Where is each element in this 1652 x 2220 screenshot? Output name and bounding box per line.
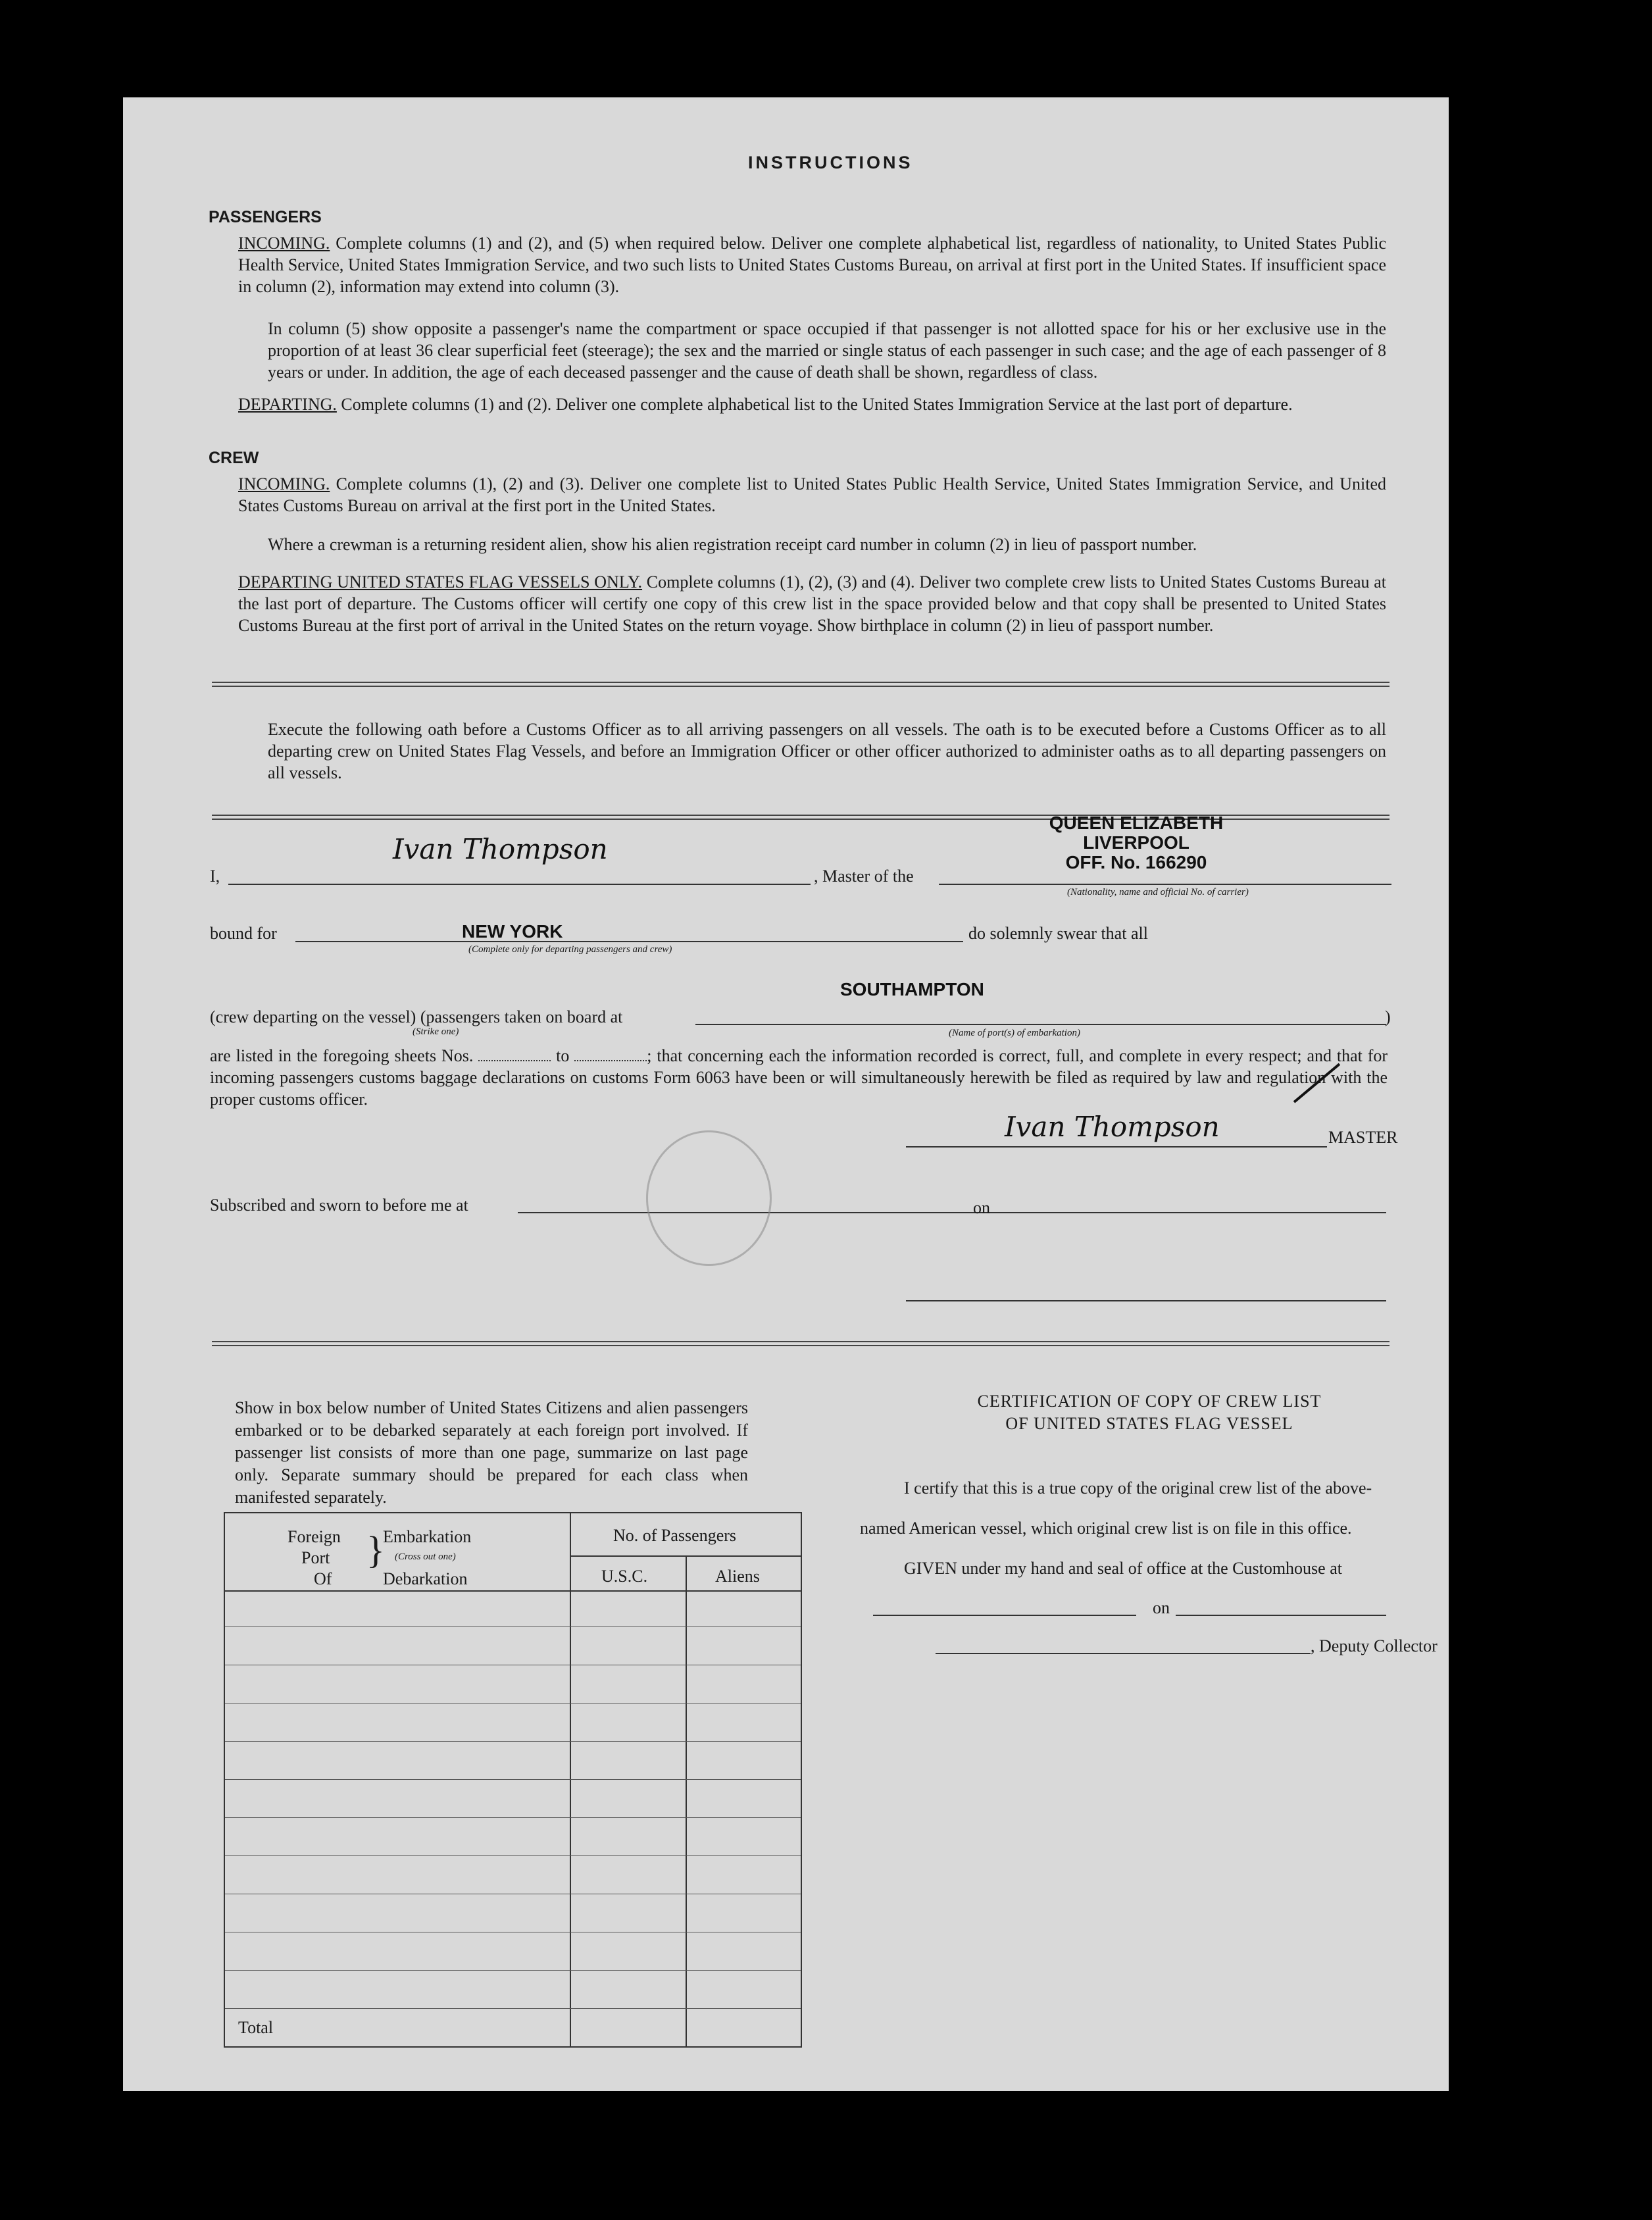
bound-for-value: NEW YORK xyxy=(462,921,563,942)
officer-signature-line xyxy=(906,1300,1386,1301)
master-label: MASTER xyxy=(1328,1128,1398,1147)
passengers-departing-text: Complete columns (1) and (2). Deliver one complete alphabetical list to the United States Immigration Service at the last port of departure. xyxy=(341,395,1293,414)
bound-caption: (Complete only for departing passengers and crew) xyxy=(468,944,672,955)
listed-text: are listed in the foregoing sheets Nos. xyxy=(210,1046,474,1065)
summary-instructions: Show in box below number of United States Citizens and alien passengers embarked or to be debarked separately at each foreign port involved. If passenger list consists of more than one page, summarize on last page only. Separate summary should be prepared for each class when manifested separately. xyxy=(235,1398,748,1507)
crewman-paragraph: Where a crewman is a returning resident alien, show his alien registration receipt card number in column (2) in lieu of passport number. xyxy=(268,535,1197,554)
subscribed-on-label: on xyxy=(973,1198,990,1217)
passengers-heading: PASSENGERS xyxy=(209,208,322,226)
listed-rest: ; that concerning each the information recorded is correct, full, and complete in every respect; and that for incoming passengers customs baggage declarations on customs Form 6063 have been or will simultaneously herewith be filed as required by law and regulation with the proper customs officer. xyxy=(210,1046,1388,1109)
master-signature-line xyxy=(906,1146,1327,1148)
foreign-label: Foreign xyxy=(288,1527,341,1546)
listed-paragraph xyxy=(210,1045,1388,1110)
certification-text-1: I certify that this is a true copy of the original crew list of the above- xyxy=(904,1478,1372,1498)
summary-table: Foreign Port Of } Embarkation (Cross out one) Debarkation No. of Passengers U.S.C. Aliens Total xyxy=(224,1512,802,2048)
crew-departing-text: (crew departing on the vessel) (passengers taken on board at xyxy=(210,1007,623,1026)
port-value: SOUTHAMPTON xyxy=(840,979,984,999)
subscribed-label: Subscribed and sworn to before me at xyxy=(210,1196,468,1215)
no-passengers-label: No. of Passengers xyxy=(613,1526,737,1545)
divider-1 xyxy=(212,682,1389,687)
cross-out-caption: (Cross out one) xyxy=(395,1551,456,1562)
master-signature-1: Ivan Thompson xyxy=(393,833,608,865)
swear-text: do solemnly swear that all xyxy=(968,924,1148,943)
vessel-name: QUEEN ELIZABETH xyxy=(1049,813,1224,833)
customhouse-line xyxy=(873,1615,1136,1616)
vessel-stamp xyxy=(998,813,1274,872)
passengers-incoming-text: Complete columns (1) and (2), and (5) when required below. Deliver one complete alphabetical list, regardless of nationality, to United States Public Health Service, United States Immigration Service, and two such lists to United States Customs Bureau, on arrival at first port in the United States. If insufficient space in column (2), information may extend into column (3). xyxy=(238,234,1387,296)
strike-caption: (Strike one) xyxy=(413,1026,459,1037)
to-label: to xyxy=(556,1046,570,1065)
master-signature-2: Ivan Thompson xyxy=(1005,1111,1220,1143)
crew-incoming-paragraph xyxy=(238,473,1386,517)
port-label: Port xyxy=(301,1548,330,1567)
departing-flag-paragraph xyxy=(238,571,1386,636)
embarkation-label: Embarkation xyxy=(383,1527,472,1546)
incoming-label: INCOMING. xyxy=(238,234,330,253)
vessel-official-number: OFF. No. 166290 xyxy=(1065,852,1207,872)
departing-flag-label: DEPARTING UNITED STATES FLAG VESSELS ONLY. xyxy=(238,572,643,592)
column5-paragraph: In column (5) show opposite a passenger's name the compartment or space occupied if that passenger is not allotted space for his or her exclusive use in the proportion of at least 36 clear superficial feet (steerage); the sex and the married or single status of each passenger in such case; and the age of each passenger of 8 years or under. In addition, the age of each deceased passenger and the cause of death shall be shown, regardless of class. xyxy=(268,319,1386,382)
i-label: I, xyxy=(210,867,220,886)
bound-for-label: bound for xyxy=(210,924,277,943)
debarkation-label: Debarkation xyxy=(383,1569,468,1588)
total-label: Total xyxy=(238,2018,274,2037)
deputy-collector-line xyxy=(936,1653,1311,1654)
customs-seal-stamp xyxy=(646,1130,772,1266)
master-name-line xyxy=(228,884,811,885)
crew-heading: CREW xyxy=(209,449,259,467)
certification-title xyxy=(899,1390,1399,1435)
certification-text-3: GIVEN under my hand and seal of office at the Customhouse at xyxy=(904,1559,1342,1578)
departing-label: DEPARTING. xyxy=(238,395,337,414)
crew-incoming-text: Complete columns (1), (2) and (3). Deliver one complete list to United States Public Health Service, United States Immigration Service, and United States Customs Bureau on arrival at the first port in the United States. xyxy=(238,474,1387,515)
passengers-departing-paragraph xyxy=(238,393,1386,415)
aliens-label: Aliens xyxy=(715,1567,760,1586)
master-of-the-label: , Master of the xyxy=(814,867,914,886)
document-page: INSTRUCTIONS PASSENGERS INCOMING. Complete columns (1) and (2), and (5) when required below. Deliver one complete alphabetical list, regardless of nationality, to United States Public Health Service, United States Immigration Service, and two such lists to United States Customs Bureau, on arrival at first port in the United States. If insufficient space in column (2), information may extend into column (3). In column (5) show opposite a passenger's name the compartment or space occupied if that passenger is not allotted space for his or her exclusive use in the proportion of at least 36 clear superficial feet (steerage); the sex and the married or single status of each passenger in such case; and the age of each passenger of 8 years or under. In addition, the age of each deceased passenger and the cause of death shall be shown, regardless of class. DEPARTING. Complete columns (1) and (2). Deliver one complete alphabetical list to the United States Immigration Service at the last port of departure. CREW INCOMING. Complete columns (1), (2) and (3). Deliver one complete list to United States Public Health Service, United States Immigration Service, and United States Customs Bureau on arrival at the first port in the United States. Where a crewman is a returning resident alien, show his alien registration receipt card number in column (2) in lieu of passport number. DEPARTING UNITED STATES FLAG VESSELS ONLY. Complete columns (1), (2), (3) and (4). Deliver two complete crew lists to United States Customs Bureau at the last port of departure. The Customs officer will certify one copy of this crew list in the space provided below and that copy shall be presented to United States Customs Bureau at the first port of arrival in the United States on the return voyage. Show birthplace in column (2) in lieu of passport number. Execute the following oath before a Customs Officer as to all arriving passengers on all vessels. The oath is to be executed before a Customs Officer as to all departing crew on United States Flag Vessels, and before an Immigration Officer or other officer authorized to administer oaths as to all departing passengers on all vessels. I, Ivan Thompson , Master of the QUEEN ELIZABETH LIVERPOOL OFF. No. 166290 (Nationality, name and official No. of carrier) bound for NEW YORK (Complete only for departing passengers and crew) do solemnly swear that all (crew departing on the vessel) (passengers taken on board at (Strike one) SOUTHAMPTON (Name of port(s) of embarkation) ) are listed in the foregoing sheets Nos. to ; that concerning each the information recorded is correct, full, and complete in every respect; and that for incoming passengers customs baggage declarations on customs Form 6063 have been or will simultaneously herewith be filed as required by law and regulation with the proper customs officer. Ivan Thompson MASTER Subscribed and sworn to before me at on Show in box below number of United States Citizens and alien passengers embarked or to be debarked separately at each foreign port involved. If passenger list consists of more than one page, summarize on last page only. Separate summary should be prepared for each class when manifested separately. Foreign Port Of } Embarkation (Cross out one) Debarkation No. of Passengers U.S.C. Aliens Total CERTIFICATION OF COPY OF CREW LIST OF UNITED STATES FLAG VESSEL I certify that this is a true copy of the original crew list of the above- named American vessel, which original crew list is on file in this office. GIVEN under my hand and seal of office at the Customhouse at on , Deputy Collector xyxy=(123,97,1449,2091)
certification-title-line1: CERTIFICATION OF COPY OF CREW LIST xyxy=(977,1392,1322,1411)
passengers-incoming-paragraph xyxy=(238,232,1386,297)
port-caption: (Name of port(s) of embarkation) xyxy=(949,1028,1080,1038)
vessel-caption: (Nationality, name and official No. of carrier) xyxy=(1067,887,1249,897)
certification-title-line2: OF UNITED STATES FLAG VESSEL xyxy=(1005,1414,1293,1433)
port-line xyxy=(695,1024,1386,1025)
oath-intro: Execute the following oath before a Customs Officer as to all arriving passengers on all vessels. The oath is to be executed before a Customs Officer as to all departing crew on United States Flag Vessels, and before an Immigration Officer or other officer authorized to administer oaths as to all departing passengers on all vessels. xyxy=(268,720,1386,782)
deputy-collector-label: , Deputy Collector xyxy=(1311,1636,1438,1655)
of-label: Of xyxy=(314,1569,332,1588)
subscribed-date-line xyxy=(1001,1212,1386,1213)
vessel-port: LIVERPOOL xyxy=(1083,832,1189,853)
instructions-title: INSTRUCTIONS xyxy=(748,153,913,172)
bound-for-line xyxy=(295,941,963,942)
certification-on-label: on xyxy=(1153,1598,1170,1617)
sheet-to-blank xyxy=(574,1060,647,1061)
vessel-line xyxy=(939,884,1391,885)
crew-incoming-label: INCOMING. xyxy=(238,474,330,493)
sheet-from-blank xyxy=(478,1060,551,1061)
divider-3 xyxy=(212,1341,1389,1346)
departing-flag-text: Complete columns (1), (2), (3) and (4). Deliver two complete crew lists to United States Customs Bureau at the last port of departure. The Customs officer will certify one copy of this crew list in the space provided below and that copy shall be presented to United States Customs Bureau at the first port of arrival in the United States on the return voyage. Show birthplace in column (2) in lieu of passport number. xyxy=(238,572,1387,635)
certification-date-line xyxy=(1176,1615,1386,1616)
certification-text-2: named American vessel, which original crew list is on file in this office. xyxy=(860,1519,1352,1538)
usc-label: U.S.C. xyxy=(601,1567,648,1586)
